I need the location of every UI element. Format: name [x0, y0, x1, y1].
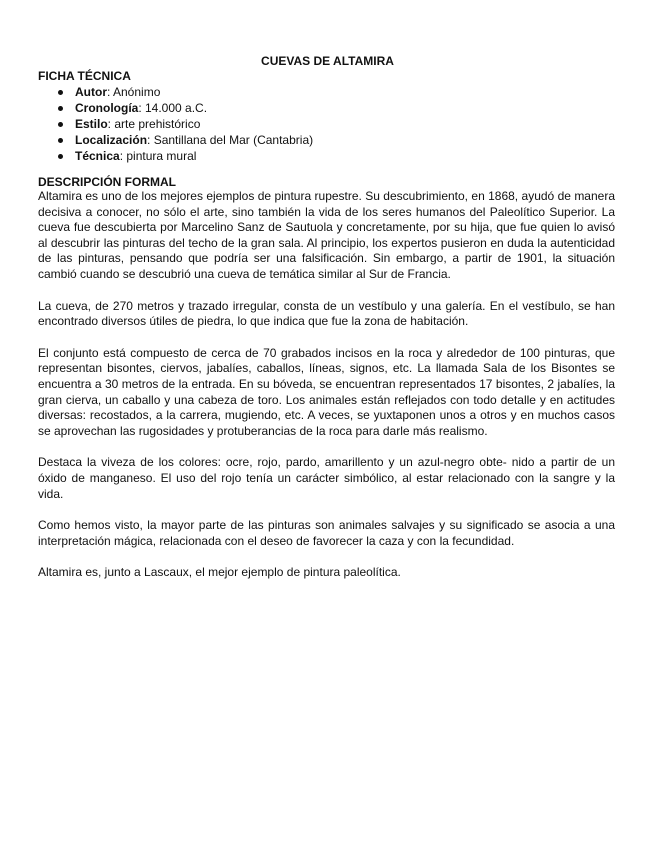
paragraph-gap — [38, 439, 615, 455]
fiche-item-autor — [58, 84, 615, 100]
fiche-value: : Anónimo — [107, 85, 161, 99]
document-page — [38, 54, 615, 581]
bullet-icon — [58, 154, 63, 159]
description-heading: DESCRIPCIÓN FORMAL — [38, 175, 176, 189]
fiche-label: Localización — [75, 133, 148, 147]
paragraph-cave-layout: La cueva, de 270 metros y trazado irregular, consta de un vestíbulo y una galería. En el vestíbulo, se han encontrado diversos útiles de piedra, lo que indica que fue la zona de habitación. — [38, 298, 615, 329]
bullet-icon — [58, 122, 63, 127]
fiche-heading: FICHA TÉCNICA — [38, 69, 131, 83]
fiche-value: : 14.000 a.C. — [138, 101, 208, 115]
fiche-label: Técnica — [75, 149, 120, 163]
fiche-label: Estilo — [75, 117, 108, 131]
paragraph-gap — [38, 330, 615, 346]
paragraph-colors: Destaca la viveza de los colores: ocre, rojo, pardo, amarillento y un azul-negro obte- nido a partir de un óxido de manganeso. El uso del rojo tenía un carácter simbólico, al estar relacionado con la sangre y la vida. — [38, 455, 615, 501]
fiche-item-estilo — [58, 116, 615, 132]
fiche-value: : pintura mural — [119, 149, 197, 163]
paragraph-gap — [38, 549, 615, 565]
paragraph-gap — [38, 283, 615, 299]
paragraph-ensemble: El conjunto está compuesto de cerca de 70 grabados incisos en la roca y alrededor de 100 pinturas, que representan bisontes, ciervos, jabalíes, caballos, líneas, signos, etc. La llamada Sala de los Bisontes se encuentra a 30 metros de la entrada. En su bóveda, se encuentran representados 17 bisontes, 2 jabalíes, la gran cierva, un caballo y una cabeza de toro. Los animales están reflejados con todo detalle y en actitudes diversas: recostados, a la carrera, mugiendo, etc. A veces, se yuxtaponen unos a otros y en muchos casos se aprovechan las rugosidades y protuberancias de la roca para darle más realismo. — [38, 345, 615, 438]
fiche-value: : arte prehistórico — [107, 117, 201, 131]
fiche-list — [38, 84, 615, 164]
paragraph-gap — [38, 502, 615, 518]
fiche-item-tecnica — [58, 148, 615, 164]
paragraph-conclusion: Altamira es, junto a Lascaux, el mejor ejemplo de pintura paleolítica. — [38, 565, 401, 580]
bullet-icon — [58, 106, 63, 111]
fiche-item-localizacion — [58, 132, 615, 148]
fiche-label: Autor — [75, 85, 107, 99]
bullet-icon — [58, 138, 63, 143]
fiche-item-cronologia — [58, 100, 615, 116]
fiche-value: : Santillana del Mar (Cantabria) — [147, 133, 314, 147]
document-title: CUEVAS DE ALTAMIRA — [261, 54, 394, 68]
paragraph-discovery: Altamira es uno de los mejores ejemplos de pintura rupestre. Su descubrimiento, en 1868, ayudó de manera decisiva a conocer, no sólo el arte, sino también la vida de los seres humanos del Paleolítico Superior. La cueva fue descubierta por Marcelino Sanz de Sautuola y concretamente, por su hija, que fue quien lo avisó al descubrir las pinturas del techo de la gran sala. Al principio, los expertos pusieron en duda la autenticidad de las pinturas, pensando que podría ser una falsificación. Sin embargo, a partir de 1901, la situación cambió cuando se descubrió una cueva de temática similar al Sur de Francia. — [38, 189, 615, 281]
paragraph-meaning: Como hemos visto, la mayor parte de las pinturas son animales salvajes y su significado se asocia a una interpretación mágica, relacionada con el deseo de favorecer la caza y con la fecundidad. — [38, 518, 615, 548]
fiche-label: Cronología — [75, 101, 139, 115]
bullet-icon — [58, 90, 63, 95]
